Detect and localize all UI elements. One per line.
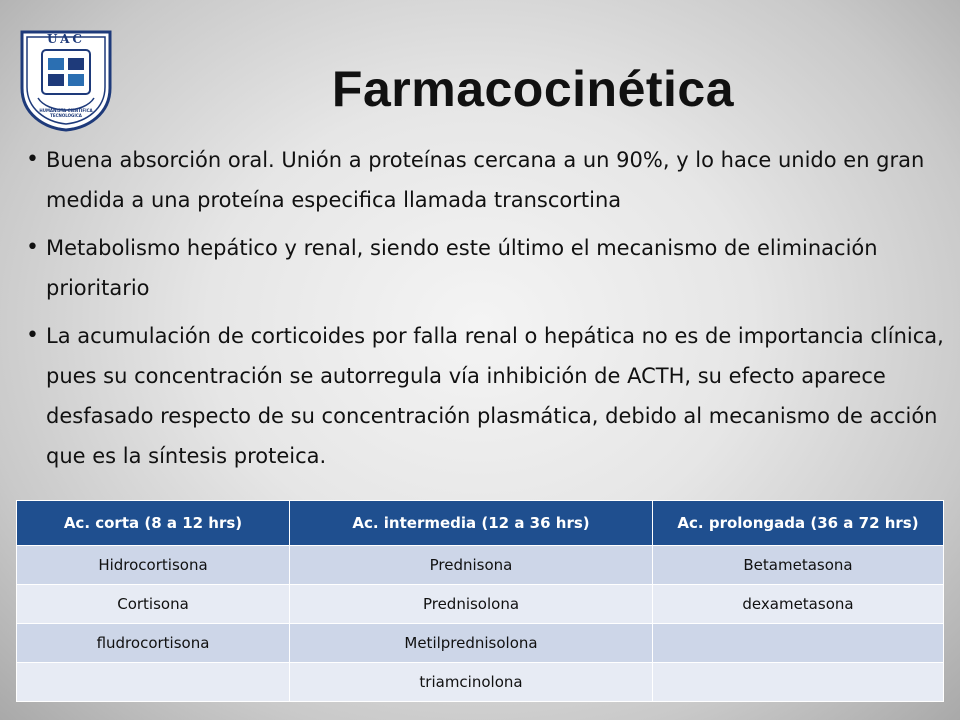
table-row (17, 546, 944, 585)
table-cell: Betametasona (653, 546, 944, 585)
table-cell: Cortisona (17, 585, 290, 624)
table-row (17, 624, 944, 663)
table-cell: Prednisona (290, 546, 653, 585)
table-cell: Metilprednisolona (290, 624, 653, 663)
logo-text: UAC (47, 32, 85, 46)
table-cell: Hidrocortisona (17, 546, 290, 585)
header-short-acting: Ac. corta (8 a 12 hrs) (17, 501, 290, 546)
table-cell: triamcinolona (290, 663, 653, 702)
table-cell: fludrocortisona (17, 624, 290, 663)
slide-title: Farmacocinética (331, 61, 735, 117)
header-intermediate-acting: Ac. intermedia (12 a 36 hrs) (290, 501, 653, 546)
logo-ring-text: HUMANISTA CIENTIFICA TECNOLOGICA (39, 108, 93, 118)
bullet-item (26, 228, 946, 308)
bullet-text: Buena absorción oral. Unión a proteínas cercana a un 90%, y lo hace unido en gran medida a una proteína especifica llamada transcortina (46, 148, 925, 212)
table-cell (653, 624, 944, 663)
table-row (17, 585, 944, 624)
table-cell: Prednisolona (290, 585, 653, 624)
bullet-icon: • (26, 147, 39, 172)
corticoid-duration-table (16, 500, 944, 702)
bullet-icon: • (26, 323, 39, 348)
table-header-row (17, 501, 944, 546)
bullet-item (26, 140, 946, 220)
table-cell: dexametasona (653, 585, 944, 624)
table-row (17, 663, 944, 702)
header-long-acting: Ac. prolongada (36 a 72 hrs) (653, 501, 944, 546)
table-cell (17, 663, 290, 702)
bullet-item (26, 316, 946, 476)
bullet-text: La acumulación de corticoides por falla renal o hepática no es de importancia clínica, pues su concentración se autorregula vía inhibición de ACTH, su efecto aparece desfasado respecto de su concentración plasmática, debido al mecanismo de acción que es la síntesis proteica. (46, 324, 944, 468)
bullet-list (26, 140, 946, 484)
bullet-text: Metabolismo hepático y renal, siendo este último el mecanismo de eliminación prioritario (46, 236, 878, 300)
table-cell (653, 663, 944, 702)
bullet-icon: • (26, 235, 39, 260)
